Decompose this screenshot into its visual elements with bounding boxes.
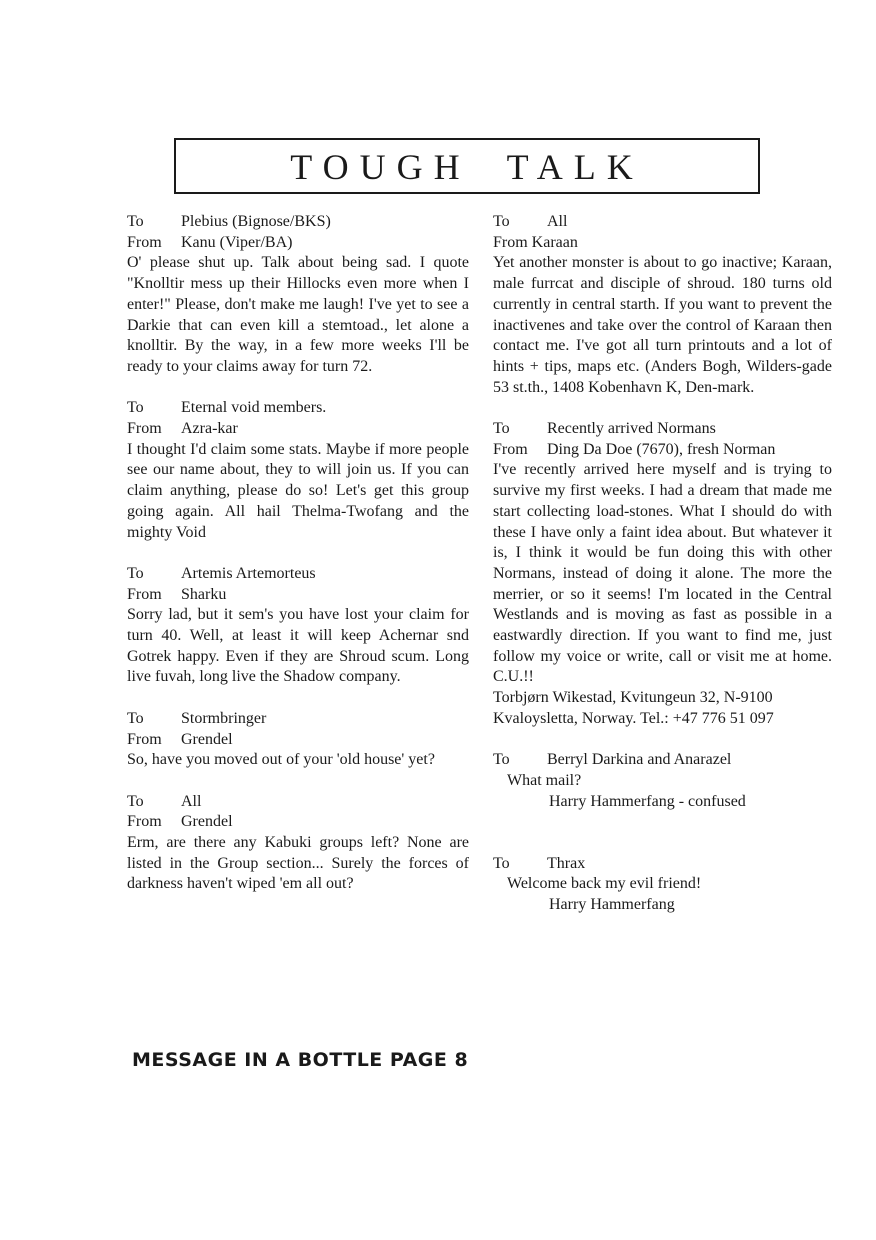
page-footer: MESSAGE IN A BOTTLE PAGE 8 (132, 1049, 469, 1071)
sender: Karaan (531, 233, 578, 251)
sender: Grendel (181, 813, 233, 831)
from-label: From (127, 233, 162, 251)
to-line (493, 419, 832, 440)
sender: Azra-kar (181, 420, 238, 438)
to-label: To (127, 709, 144, 727)
message-body: So, have you moved out of your 'old house' yet? (127, 751, 435, 769)
message-body: What mail? (507, 771, 582, 789)
title-word-1: TOUGH (290, 147, 471, 187)
from-label: From (493, 233, 528, 251)
to-label: To (493, 213, 510, 230)
recipient: Eternal void members. (181, 399, 327, 417)
right-column (493, 212, 832, 937)
to-line (127, 398, 469, 419)
to-line (127, 564, 469, 585)
message (127, 212, 469, 378)
to-line (493, 212, 832, 233)
to-label: To (127, 792, 144, 810)
title-box (174, 138, 760, 194)
from-label: From (127, 730, 162, 748)
message (127, 709, 469, 771)
message-body: Yet another monster is about to go inactive; Karaan, male furrcat and disciple of shroud. 180 turns old currently in central starth. If you want to prevent the inactivenes and take over the control of Karaan then contact me. I've got all turn printouts and a lot of hints + tips, maps etc. (Anders Bogh, Wilders-gade 53 st.th., 1408 Kobenhavn K, Den-mark. (493, 254, 832, 396)
signature: Harry Hammerfang - confused (549, 792, 746, 810)
sender: Kanu (Viper/BA) (181, 233, 293, 251)
from-line (127, 812, 469, 833)
from-line (493, 440, 832, 461)
message-body: Erm, are there any Kabuki groups left? None are listed in the Group section... Surely the forces of darkness haven't wiped 'em all out? (127, 834, 469, 893)
message (493, 419, 832, 730)
from-line (127, 585, 469, 606)
message (493, 212, 832, 398)
from-line (127, 233, 469, 254)
left-column (127, 212, 469, 916)
message (127, 398, 469, 543)
message-body: I've recently arrived here myself and is trying to survive my first weeks. I had a dream that made me start collecting load-stones. What I should do with these I have only a faint idea about. But whatever it is, I think it would be fun doing this with other Normans, instead of doing it alone. The more the merrier, or so it seems! I'm located in the Central Westlands and is moving as fast as possible in a eastwardly direction. If you want to find me, just follow my voice or write, call or visit me at home. C.U.!! (493, 461, 832, 686)
message-body: O' please shut up. Talk about being sad. I quote "Knolltir mess up their Hillocks even more when I enter!" Please, don't make me laugh! I've yet to see a Darkie that can even kill a stemtoad., let alone a knolltir. By the way, in a few more weeks I'll be ready to your claims away for turn 72. (127, 254, 469, 375)
to-label: To (493, 420, 510, 438)
address-line: Torbjørn Wikestad, Kvitungeun 32, N-9100 (493, 689, 773, 707)
recipient: Berryl Darkina and Anarazel (547, 751, 732, 769)
message (127, 564, 469, 688)
page-title (176, 146, 758, 188)
message-body: Sorry lad, but it sem's you have lost your claim for turn 40. Well, at least it will keep Achernar snd Gotrek happy. Even if they are Shroud scum. Long live fuvah, long live the Shadow company. (127, 606, 469, 686)
message-body: Welcome back my evil friend! (507, 875, 702, 893)
to-label: To (127, 213, 144, 230)
sender: Ding Da Doe (7670), fresh Norman (547, 440, 776, 458)
from-label: From (127, 420, 162, 438)
to-line (493, 854, 832, 875)
sender: Grendel (181, 730, 233, 748)
to-line (127, 792, 469, 813)
from-line (127, 730, 469, 751)
recipient: Recently arrived Normans (547, 420, 716, 438)
address-line: Kvaloysletta, Norway. Tel.: +47 776 51 097 (493, 709, 774, 727)
message (127, 792, 469, 896)
recipient: All (181, 792, 202, 810)
message-body: I thought I'd claim some stats. Maybe if more people see our name about, they to will join us. If you can claim anything, please do so! Let's get this group going again. All hail Thelma-Twofang and the mighty Void (127, 440, 469, 541)
to-label: To (127, 564, 144, 582)
recipient: All (547, 213, 568, 230)
sender: Sharku (181, 585, 227, 603)
from-label: From (127, 585, 162, 603)
from-label: From (127, 813, 162, 831)
to-label: To (493, 751, 510, 769)
from-label: From (493, 440, 528, 458)
recipient: Stormbringer (181, 709, 267, 727)
message (493, 750, 832, 812)
recipient: Thrax (547, 854, 586, 872)
from-line (127, 419, 469, 440)
recipient: Artemis Artemorteus (181, 564, 316, 582)
to-line (127, 212, 469, 233)
to-label: To (493, 854, 510, 872)
title-word-2: TALK (506, 147, 644, 187)
message (493, 854, 832, 916)
to-line (493, 750, 832, 771)
to-label: To (127, 399, 144, 417)
from-line (493, 233, 832, 254)
to-line (127, 709, 469, 730)
spacer (493, 833, 832, 854)
signature: Harry Hammerfang (549, 896, 675, 914)
recipient: Plebius (Bignose/BKS) (181, 213, 331, 230)
